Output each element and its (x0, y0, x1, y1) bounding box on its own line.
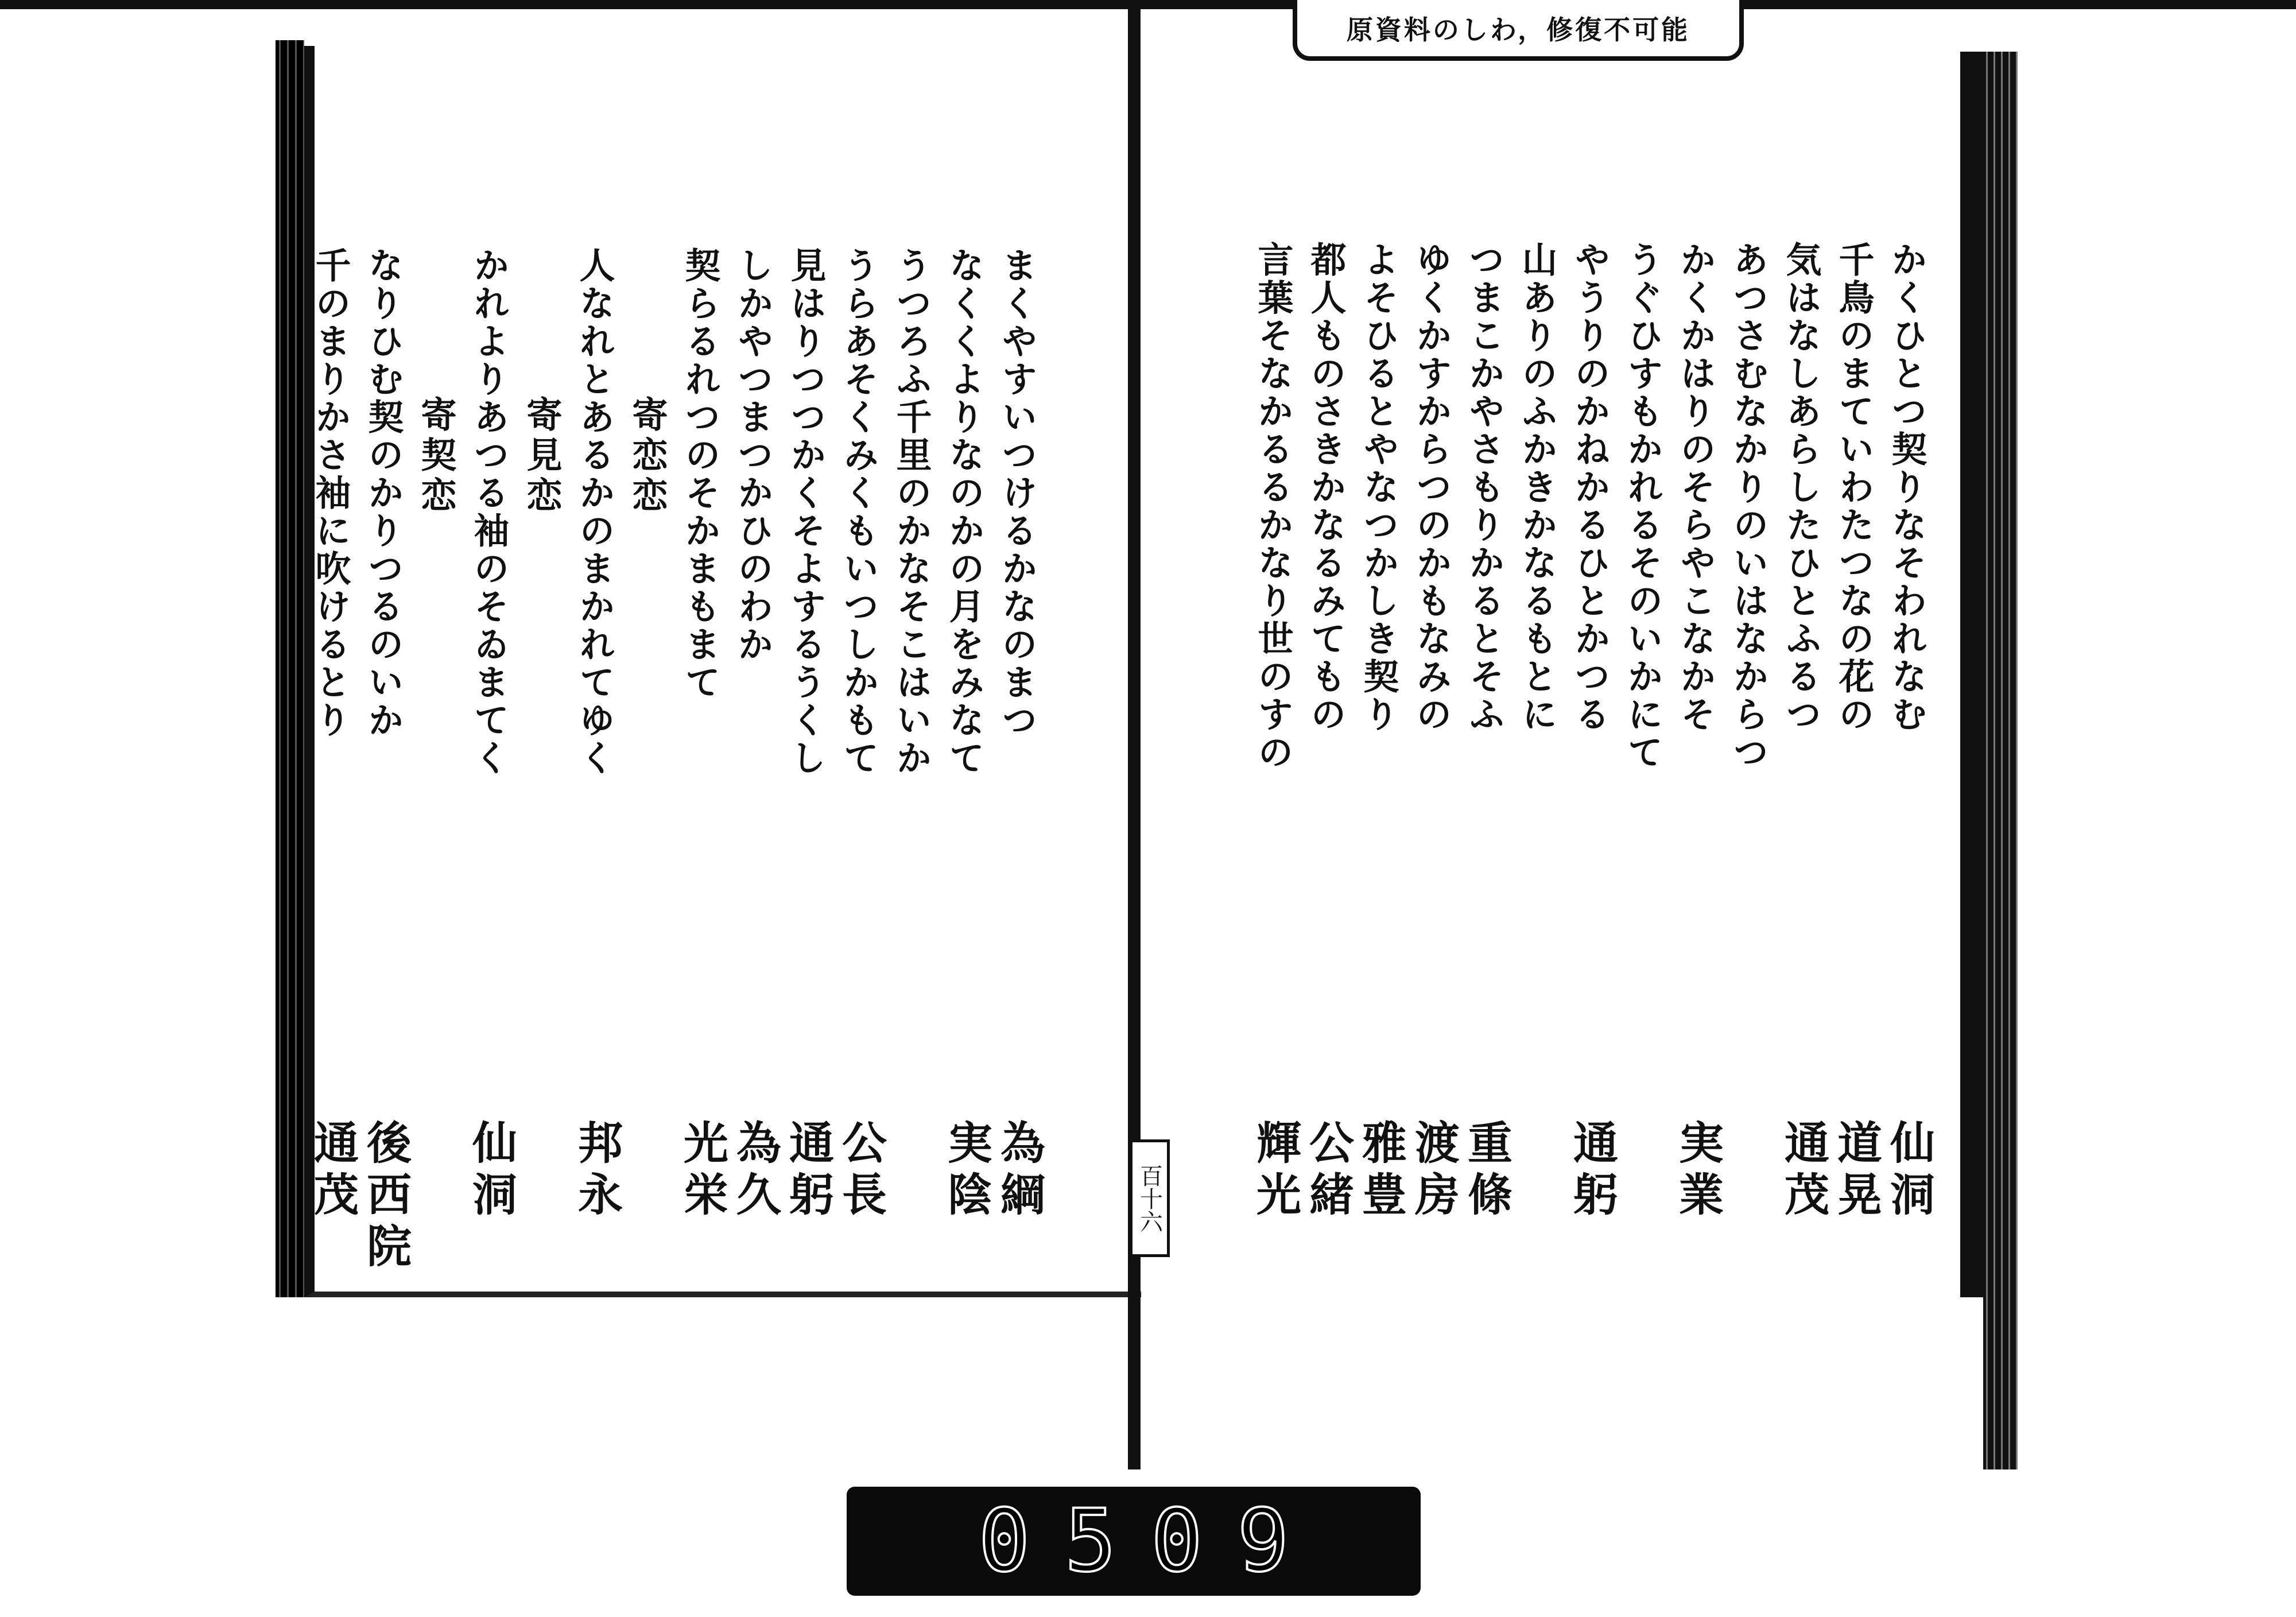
verse-line: 千鳥のまていわたつなの花の (1833, 241, 1875, 734)
poet-name: 通茂 (307, 1119, 359, 1223)
left-page-edge (276, 40, 304, 1297)
verse-line: 千のまりかさ袖に吹けるとり (309, 247, 351, 739)
poet-name: 実業 (1671, 1119, 1724, 1223)
verse-line: しかやつまつかひのわか (732, 247, 774, 664)
poet-name: 公長 (835, 1119, 887, 1223)
poet-name: 為久 (729, 1119, 781, 1223)
verse-line: うぐひすもかれるそのいかにて (1622, 241, 1663, 771)
poet-name: 道晃 (1830, 1119, 1882, 1223)
verse-line: 気はなしあらしたひとふるつ (1780, 241, 1822, 734)
poet-name: 通茂 (1777, 1119, 1829, 1223)
poet-name: 公緒 (1302, 1119, 1354, 1223)
poet-name: 邦永 (571, 1119, 623, 1223)
poet-name: 重條 (1460, 1119, 1512, 1223)
poet-name: 後西院 (359, 1119, 412, 1274)
verse-line: 見はりつつかくそよするうくし (785, 247, 827, 777)
poet-name: 仙洞 (1883, 1119, 1935, 1223)
verse-line: 都人ものさきかなるみてもの (1305, 241, 1347, 734)
wrinkle-note-label: 原資料のしわ，修復不可能 (1293, 0, 1744, 61)
poet-name: 光栄 (676, 1119, 728, 1223)
verse-line: 契らるれつのそかまもまて (679, 247, 721, 701)
frame-number: 0509 (978, 1491, 1324, 1591)
verse-line: かくひとつ契りなそわれなむ (1886, 241, 1927, 734)
verse-line: かくかはりのそらやこなかそ (1674, 241, 1716, 734)
verse-line: つまこかやさもりかるとそふ (1463, 241, 1505, 734)
poem-topic-heading: 寄見恋 (521, 396, 563, 517)
poet-name: 通躬 (1566, 1119, 1618, 1223)
verse-line: うつろふ千里のかなそこはいか (890, 247, 932, 777)
poem-topic-heading: 寄恋恋 (626, 396, 668, 517)
verse-line: よそひるとやなつかしき契り (1358, 241, 1399, 734)
frame-counter (847, 1487, 1421, 1596)
poet-name: 仙洞 (465, 1119, 517, 1223)
poet-name: 実陰 (940, 1119, 992, 1223)
verse-line: まくやすいつけるかなのまつ (996, 247, 1038, 739)
verse-line: ゆくかすからつのかもなみの (1410, 241, 1452, 734)
poet-name: 通躬 (782, 1119, 834, 1223)
verse-line: かれよりあつる袖のそゐまてく (468, 247, 510, 777)
scan-border-top (0, 0, 2296, 9)
right-page-stack (1983, 52, 2018, 1487)
verse-line: あつさむなかりのいはなからつ (1727, 241, 1769, 771)
book-gutter (1128, 0, 1141, 1492)
verse-line: うらあそくみくもいつしかもて (837, 247, 879, 777)
poet-name: 為綱 (993, 1119, 1045, 1223)
folio-stamp: 百十六 (1130, 1139, 1170, 1257)
verse-line: なりひむ契のかりつるのいか (362, 247, 404, 739)
verse-line: 山ありのふかきかなるもとに (1516, 241, 1558, 734)
poet-name: 雅豊 (1355, 1119, 1407, 1223)
poet-name: 輝光 (1249, 1119, 1301, 1223)
poem-topic-heading: 寄契恋 (415, 396, 457, 517)
verse-line: やうりのかねかるひとかつる (1569, 241, 1611, 734)
poet-name: 渡房 (1407, 1119, 1460, 1223)
verse-line: 人なれとあるかのまかれてゆく (573, 247, 615, 777)
verse-line: なくくよりなのかの月をみなて (943, 247, 985, 777)
verse-line: 言葉そなかるるかなり世のすの (1252, 241, 1294, 771)
